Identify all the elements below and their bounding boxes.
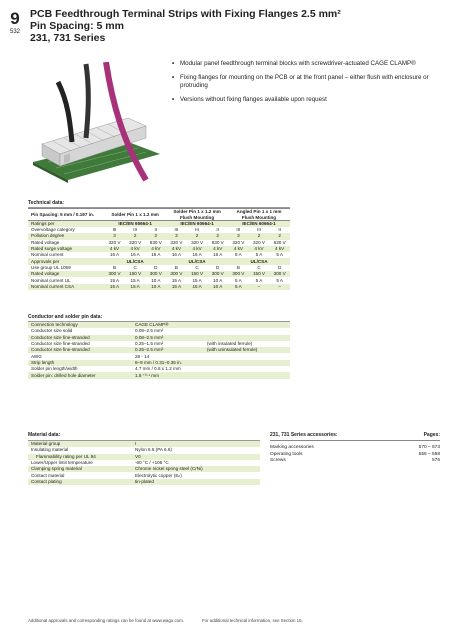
group-cell: IEC/EN 60664-1 xyxy=(228,221,290,228)
value-cell: III xyxy=(104,227,125,233)
row-label: Pollution degree xyxy=(28,233,104,239)
value-cell: tin-plated xyxy=(132,479,260,485)
footer-approvals-note: Additional approvals and corresponding ratings can be found at www.wago.com. xyxy=(28,618,184,623)
value-cell: 5 A xyxy=(269,277,290,283)
value-cell: 10 A xyxy=(207,277,228,283)
value-cell: 16 A xyxy=(104,252,125,258)
row-label: Approvals per xyxy=(28,258,104,264)
value-cell: 15 A xyxy=(104,284,125,290)
value-cell: D xyxy=(269,265,290,271)
value-cell: 3 xyxy=(228,233,249,239)
value-cell: 15 A xyxy=(187,284,208,290)
group-cell: IEC/EN 60664-1 xyxy=(104,221,166,228)
value-cell: 15 A xyxy=(104,277,125,283)
accessory-pages: 556 – 558 xyxy=(418,451,440,457)
value-cell: 28 - 14 xyxy=(132,353,204,359)
accessory-label: Screws xyxy=(270,458,286,463)
table-row xyxy=(28,479,260,485)
value-cell: C xyxy=(187,265,208,271)
value-cell: 4 kV xyxy=(187,246,208,252)
note-cell: (with uninsulated ferrule) xyxy=(204,347,290,353)
feature-item: • Versions without fixing flanges available upon request xyxy=(172,96,327,103)
value-cell: 300 V xyxy=(145,271,166,277)
value-cell: D xyxy=(207,265,228,271)
section-number: 9 xyxy=(10,9,20,28)
accessory-label: Marking accessories xyxy=(270,445,314,450)
value-cell: 5 A xyxy=(249,252,270,258)
value-cell: 320 V xyxy=(125,240,146,246)
row-label: Nominal current CSA xyxy=(28,284,104,290)
accessories-panel xyxy=(270,432,440,465)
value-cell: 4.7 mm / 0.8 x 1.2 mm xyxy=(132,366,204,372)
value-cell: 4 kV xyxy=(125,246,146,252)
col-header-angled-pin-flush: Angled Pin 1 x 1 mm Flush Mounting xyxy=(228,209,290,221)
row-label: Contact plating xyxy=(28,479,132,485)
value-cell: 4 kV xyxy=(166,246,187,252)
value-cell: 5 A xyxy=(228,284,249,290)
col-header-solder-pin-flush: Solder Pin 1 x 1.2 mm Flush Mounting xyxy=(166,209,228,221)
conductor-data-heading: Conductor and solder pin data: xyxy=(28,314,103,320)
value-cell: II xyxy=(269,227,290,233)
row-label: Conductor size fine-stranded xyxy=(28,347,132,353)
material-data-heading: Material data: xyxy=(28,432,61,438)
row-label: AWG xyxy=(28,353,132,359)
value-cell: 0.08–2.5 mm² xyxy=(132,335,204,341)
value-cell: 320 V xyxy=(104,240,125,246)
note-cell xyxy=(204,372,290,378)
accessory-label: Operating tools xyxy=(270,451,303,457)
row-label: Lower/Upper limit temperature xyxy=(28,460,132,466)
row-label: Flammability rating per UL 94 xyxy=(28,454,132,460)
value-cell: 5 A xyxy=(249,277,270,283)
value-cell: -60 °C / +105 °C xyxy=(132,460,260,466)
value-cell: 0.25–1.5 mm² xyxy=(132,341,204,347)
value-cell: Chrome nickel spring steel (CrNi) xyxy=(132,466,260,472)
row-label: Rated surge voltage xyxy=(28,246,104,252)
value-cell: 2 xyxy=(125,233,146,239)
value-cell: 2 xyxy=(249,233,270,239)
col-header-solder-pin: Solder Pin 1 x 1.2 mm xyxy=(104,209,166,221)
value-cell: 2 xyxy=(187,233,208,239)
value-cell: 0.25–2.5 mm² xyxy=(132,347,204,353)
value-cell: III xyxy=(187,227,208,233)
value-cell: 0.08–2.5 mm² xyxy=(132,328,204,334)
value-cell: Nylon 6.6 (PA 6.6) xyxy=(132,447,260,453)
feature-item: • Modular panel feedthrough terminal blocks with screwdriver-actuated CAGE CLAMP® xyxy=(172,60,416,67)
list-item xyxy=(270,458,440,465)
value-cell: 4 kV xyxy=(104,246,125,252)
accessory-pages: 570 – 573 xyxy=(418,445,440,450)
value-cell: III xyxy=(166,227,187,233)
value-cell: 4 kV xyxy=(249,246,270,252)
value-cell: 16 A xyxy=(166,252,187,258)
value-cell: 15 A xyxy=(125,284,146,290)
value-cell: 10 A xyxy=(145,277,166,283)
value-cell: 300 V xyxy=(269,271,290,277)
value-cell: 150 V xyxy=(187,271,208,277)
section-badge xyxy=(4,10,26,35)
row-label: Ratings per xyxy=(28,221,104,228)
note-cell: (with insulated ferrule) xyxy=(204,341,290,347)
row-label: Solder pin: drilled hole diameter xyxy=(28,372,132,378)
value-cell: 3 xyxy=(166,233,187,239)
value-cell: 320 V xyxy=(166,240,187,246)
value-cell: B xyxy=(228,265,249,271)
value-cell: 2 xyxy=(145,233,166,239)
row-label: Material group xyxy=(28,441,132,447)
row-label: Nominal current UL xyxy=(28,277,104,283)
value-cell: 16 A xyxy=(207,252,228,258)
value-cell: B xyxy=(104,265,125,271)
value-cell: 5 A xyxy=(269,252,290,258)
value-cell: 15 A xyxy=(166,284,187,290)
value-cell: 320 V xyxy=(228,240,249,246)
value-cell: 320 V xyxy=(187,240,208,246)
value-cell: 10 A xyxy=(207,284,228,290)
group-cell: IEC/EN 60664-1 xyxy=(166,221,228,228)
row-label: Insulating material xyxy=(28,447,132,453)
value-cell: D xyxy=(145,265,166,271)
value-cell: III xyxy=(249,227,270,233)
table-row xyxy=(28,284,290,290)
value-cell: 15 A xyxy=(187,277,208,283)
value-cell: 630 V xyxy=(269,240,290,246)
footer xyxy=(28,618,303,623)
value-cell: 300 V xyxy=(228,271,249,277)
value-cell: 10 A xyxy=(145,284,166,290)
value-cell: 8–9 mm / 0.31–0.35 in. xyxy=(132,360,204,366)
value-cell: 150 V xyxy=(249,271,270,277)
value-cell: V0 xyxy=(132,454,260,460)
value-cell: 4 kV xyxy=(269,246,290,252)
value-cell: CAGE CLAMP® xyxy=(132,322,204,328)
value-cell: 2 xyxy=(207,233,228,239)
product-photo xyxy=(28,62,163,187)
value-cell: 1.8 ⁺⁰·¹ mm xyxy=(132,372,204,378)
value-cell: C xyxy=(249,265,270,271)
material-data-table xyxy=(28,441,260,485)
value-cell: 2 xyxy=(269,233,290,239)
value-cell: 630 V xyxy=(207,240,228,246)
value-cell: Electrolytic copper (Eₙ) xyxy=(132,472,260,478)
row-label: Conductor size solid xyxy=(28,328,132,334)
row-label: Rated voltage xyxy=(28,271,104,277)
row-label: Nominal current xyxy=(28,252,104,258)
value-cell: II xyxy=(145,227,166,233)
value-cell: C xyxy=(125,265,146,271)
row-label: Solder pin length/width xyxy=(28,366,132,372)
value-cell: 300 V xyxy=(104,271,125,277)
value-cell: 4 kV xyxy=(207,246,228,252)
value-cell: III xyxy=(228,227,249,233)
value-cell: 16 A xyxy=(187,252,208,258)
row-label: Overvoltage category xyxy=(28,227,104,233)
value-cell: I xyxy=(132,441,260,447)
pages-heading: Pages: xyxy=(423,432,440,438)
value-cell: 3 xyxy=(104,233,125,239)
value-cell: 300 V xyxy=(166,271,187,277)
row-label: Conductor size fine-stranded xyxy=(28,341,132,347)
table-row xyxy=(28,372,290,378)
value-cell: 630 V xyxy=(145,240,166,246)
value-cell: 15 A xyxy=(166,277,187,283)
conductor-data-table xyxy=(28,322,290,379)
title-line-2: Pin Spacing: 5 mm xyxy=(30,20,124,32)
row-label: Conductor size fine-stranded xyxy=(28,335,132,341)
technical-data-heading: Technical data: xyxy=(28,200,65,206)
value-cell: – xyxy=(269,284,290,290)
value-cell: B xyxy=(166,265,187,271)
row-label: Strip length xyxy=(28,360,132,366)
group-cell: UL/CSA xyxy=(166,258,228,264)
value-cell: 4 kV xyxy=(228,246,249,252)
row-label: Clamping spring material xyxy=(28,466,132,472)
value-cell: III xyxy=(125,227,146,233)
technical-data-table xyxy=(28,208,290,290)
table-row xyxy=(28,347,290,353)
group-cell: UL/CSA xyxy=(104,258,166,264)
accessory-pages: 576 xyxy=(431,458,440,463)
title-line-3: 231, 731 Series xyxy=(30,32,106,44)
accessories-heading: 231, 731 Series accessories: xyxy=(270,432,338,438)
row-label: Connection technology xyxy=(28,322,132,328)
value-cell: 5 A xyxy=(228,277,249,283)
title-line-1: PCB Feedthrough Terminal Strips with Fixing Flanges 2.5 mm² xyxy=(30,8,341,20)
value-cell: 15 A xyxy=(125,277,146,283)
feature-item: • Fixing flanges for mounting on the PCB or at the front panel – either flush with enclosure or protruding xyxy=(172,74,429,89)
group-cell: UL/CSA xyxy=(228,258,290,264)
feature-list xyxy=(172,60,442,110)
value-cell: 16 A xyxy=(145,252,166,258)
value-cell: 5 A xyxy=(228,252,249,258)
page-number: 532 xyxy=(9,29,20,35)
row-label: Contact material xyxy=(28,472,132,478)
footer-section-note: For additional technical information, see Section 15. xyxy=(201,618,303,623)
value-cell: 150 V xyxy=(125,271,146,277)
value-cell: 300 V xyxy=(207,271,228,277)
row-label: Rated voltage xyxy=(28,240,104,246)
page-title xyxy=(30,8,440,44)
row-label: Use group UL 1059 xyxy=(28,265,104,271)
value-cell: II xyxy=(207,227,228,233)
value-cell: 16 A xyxy=(125,252,146,258)
value-cell: – xyxy=(249,284,270,290)
value-cell: 4 kV xyxy=(145,246,166,252)
table-row xyxy=(28,341,290,347)
col-header-pin-spacing: Pin Spacing: 5 mm / 0.197 in. xyxy=(28,209,104,221)
value-cell: 320 V xyxy=(249,240,270,246)
